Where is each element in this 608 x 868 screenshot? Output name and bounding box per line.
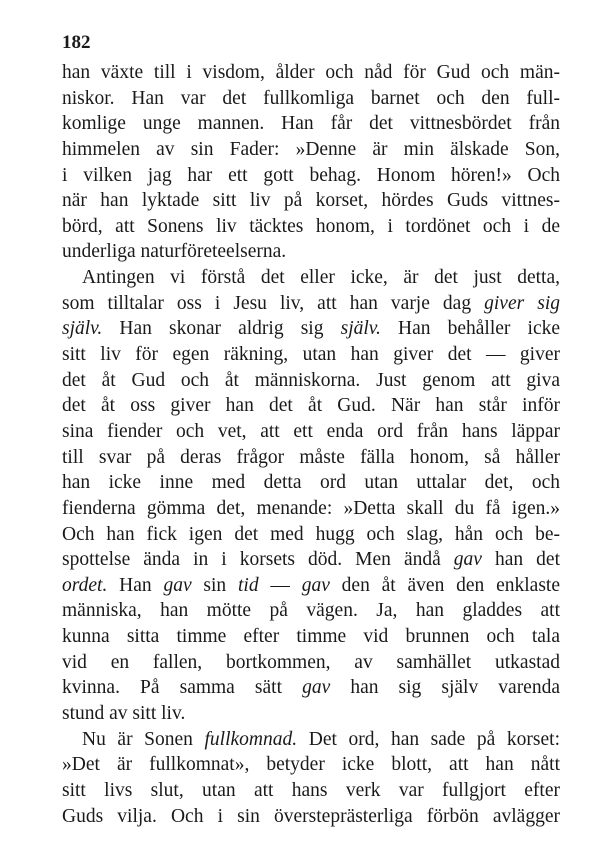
text-line: när han lyktade sitt liv på korset, hördes Guds vittnes- [62,190,560,212]
text-line: komlige unge mannen. Han får det vittnesbördet från [62,113,560,135]
text-line: han icke inne med detta ord utan uttalar det, och [62,472,560,494]
text-line: i vilken jag har ett gott behag. Honom hören!» Och [62,164,560,186]
text-line: stund av sitt liv. [62,703,186,725]
italic-emphasis: själv. [62,318,103,340]
text-line: ordet. Han gav sin tid — gav den åt även den enklaste [62,574,560,596]
text-line: som tilltalar oss i Jesu liv, att han varje dag giver sig [62,292,560,314]
text-line: till svar på deras frågor måste fälla honom, så håller [62,446,560,468]
text-line: himmelen av sin Fader: »Denne är min älskade Son, [62,138,560,160]
text-line: det åt Gud och åt människorna. Just genom att giva [62,369,560,391]
text-line: människa, han mötte på vägen. Ja, han gladdes att [62,600,560,622]
page-number: 182 [62,32,91,53]
paragraph [62,727,560,830]
text-line: kunna sitta timme efter timme vid brunnen och tala [62,626,560,648]
italic-emphasis: gav [301,574,330,596]
text-line: fienderna gömma det, menande: »Detta skall du få igen.» [62,497,560,519]
text-line: börd, att Sonens liv täcktes honom, i tordönet och i de [62,215,560,237]
text-line: Nu är Sonen fullkomnad. Det ord, han sade på korset: [82,728,560,750]
italic-emphasis: gav [453,549,482,571]
italic-emphasis: gav [163,574,192,596]
text-line: Antingen vi förstå det eller icke, är det just detta, [82,267,560,289]
text-line: det åt oss giver han det åt Gud. När han står inför [62,395,560,417]
text-line: sitt liv för egen räkning, utan han giver det — giver [62,344,560,366]
text-line: själv. Han skonar aldrig sig själv. Han behåller icke [62,318,561,340]
italic-emphasis: gav [302,677,331,699]
italic-emphasis: tid [237,574,259,596]
text-line: vid en fallen, bortkommen, av samhället utkastad [62,651,560,673]
italic-emphasis: giver sig [484,292,560,314]
italic-emphasis: ordet. [62,574,108,596]
text-line: niskor. Han var det fullkomliga barnet och den full- [62,87,560,109]
text-line: spottelse ända in i korsets död. Men ändå gav han det [62,549,560,571]
body-text [62,60,560,829]
paragraph [62,60,560,265]
text-line: Guds vilja. Och i sin översteprästerliga förbön avlägger [62,805,560,827]
text-line: sitt livs slut, utan att hans verk var fullgjort efter [62,779,560,801]
text-line: han växte till i visdom, ålder och nåd för Gud och män- [62,62,560,83]
text-line: kvinna. På samma sätt gav han sig själv varenda [62,677,560,699]
text-line: underliga naturföreteelserna. [62,241,287,263]
text-line: »Det är fullkomnat», betyder icke blott, att han nått [62,754,560,776]
text-line: sina fiender och vet, att ett enda ord från hans läppar [62,420,560,442]
paragraph [62,265,560,727]
book-page [62,26,560,829]
text-line: Och han fick igen det med hugg och slag, hån och be- [62,523,560,545]
italic-emphasis: fullkomnad. [204,728,298,750]
italic-emphasis: själv. [340,318,381,340]
